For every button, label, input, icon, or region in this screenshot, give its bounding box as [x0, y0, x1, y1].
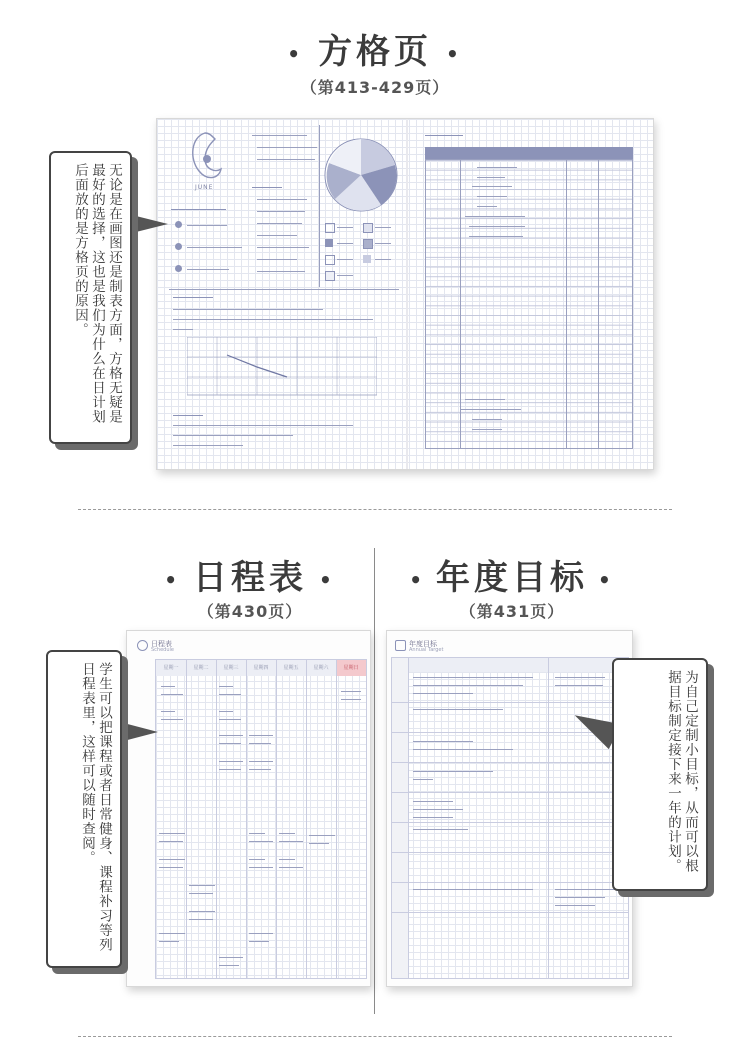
note-line: [161, 694, 183, 695]
note-line: [173, 329, 193, 330]
note-line: [257, 259, 297, 260]
spread-fold: [406, 119, 408, 469]
note-line: [219, 743, 241, 744]
note-line: [159, 867, 183, 868]
bullet-dot: •: [598, 567, 615, 592]
note-line: [173, 445, 243, 446]
list-bullet-icon: [175, 221, 182, 228]
note-line: [219, 735, 243, 736]
divider: [169, 289, 399, 290]
note-line: [413, 889, 533, 890]
note-line: [249, 941, 269, 942]
note-line: [465, 216, 525, 217]
section-3-heading: [392, 550, 632, 599]
bullet-dot: •: [287, 41, 304, 66]
note-line: [375, 227, 391, 228]
note-line: [161, 719, 183, 720]
line-chart-doodle: [187, 337, 377, 397]
note-line: [161, 686, 175, 687]
note-line: [219, 769, 241, 770]
day-wednesday: 星期三: [223, 665, 239, 671]
note-line: [219, 694, 241, 695]
schedule-grid: [155, 659, 367, 979]
annual-grid: [391, 657, 629, 979]
note-line: [309, 843, 329, 844]
note-line: [477, 177, 505, 178]
grid-page-spread: [156, 118, 654, 470]
note-line: [257, 147, 317, 148]
note-line: [189, 911, 215, 912]
bullet-dot: •: [446, 41, 463, 66]
note-line: [189, 893, 213, 894]
target-icon: [395, 640, 406, 651]
note-line: [413, 741, 473, 742]
note-line: [555, 897, 605, 898]
callout-grid-page: 无论是在画图还是制表方面，方格无疑是最好的选择，这也是我们为什么在日计划后面放的是方格页的原因。: [49, 151, 132, 444]
note-line: [337, 259, 353, 260]
legend-swatch: [325, 239, 333, 247]
note-line: [309, 835, 335, 836]
note-line: [477, 196, 507, 197]
section-1-heading: [0, 24, 750, 73]
note-line: [413, 709, 503, 710]
note-line: [173, 319, 373, 320]
note-line: [461, 409, 521, 410]
section-divider: [78, 1036, 672, 1037]
bullet-dot: •: [164, 567, 181, 592]
note-line: [159, 841, 183, 842]
note-line: [341, 691, 361, 692]
note-line: [341, 699, 361, 700]
note-line: [279, 841, 303, 842]
note-line: [413, 801, 453, 802]
note-line: [413, 749, 513, 750]
legend-swatch: [363, 239, 373, 249]
note-line: [252, 187, 282, 188]
note-line: [413, 685, 523, 686]
note-line: [159, 933, 185, 934]
note-line: [413, 817, 453, 818]
note-line: [413, 809, 463, 810]
note-line: [189, 885, 215, 886]
note-line: [219, 965, 239, 966]
note-line: [189, 919, 213, 920]
note-line: [249, 769, 271, 770]
note-line: [187, 225, 227, 226]
note-line: [219, 957, 243, 958]
note-line: [249, 859, 265, 860]
schedule-sheet-subtitle: Schedule: [151, 647, 174, 653]
note-line: [257, 247, 309, 248]
note-line: [555, 889, 615, 890]
note-line: [219, 719, 241, 720]
note-line: [477, 167, 517, 168]
note-line: [279, 867, 303, 868]
note-line: [413, 693, 473, 694]
callout-pointer: [128, 214, 168, 234]
note-line: [249, 841, 273, 842]
note-line: [279, 833, 295, 834]
section-2-pages: （第430页）: [197, 602, 303, 621]
note-line: [555, 685, 603, 686]
note-line: [413, 677, 533, 678]
note-line: [173, 309, 323, 310]
note-line: [249, 833, 265, 834]
legend-swatch: [363, 223, 373, 233]
section-1-title: 方格页: [318, 32, 432, 72]
vertical-divider: [374, 548, 375, 1014]
note-line: [257, 223, 302, 224]
note-line: [257, 211, 305, 212]
note-line: [469, 226, 525, 227]
note-line: [555, 677, 605, 678]
note-line: [173, 415, 203, 416]
section-3-title: 年度目标: [436, 558, 588, 598]
clock-icon: [137, 640, 148, 651]
note-line: [187, 247, 242, 248]
note-line: [413, 829, 468, 830]
note-line: [173, 297, 213, 298]
note-line: [219, 686, 233, 687]
note-line: [257, 159, 315, 160]
note-line: [249, 761, 273, 762]
annual-sheet-subtitle: Annual Target: [409, 647, 444, 653]
note-line: [159, 941, 179, 942]
note-line: [161, 711, 175, 712]
note-line: [159, 859, 185, 860]
note-line: [375, 243, 391, 244]
section-2-title: 日程表: [193, 558, 307, 598]
annual-sheet-title: 年度目标: [409, 640, 437, 648]
note-line: [337, 227, 353, 228]
month-label: JUNE: [195, 184, 214, 191]
section-1-pages: （第413-429页）: [300, 78, 450, 97]
day-tuesday: 星期二: [193, 665, 209, 671]
annual-target-sheet: [386, 630, 633, 987]
note-line: [252, 135, 307, 136]
note-line: [425, 135, 463, 136]
note-line: [472, 419, 502, 420]
day-thursday: 星期四: [253, 665, 269, 671]
note-line: [469, 236, 523, 237]
pie-chart-doodle: [321, 135, 401, 215]
legend-swatch: [325, 271, 335, 281]
legend-swatch: [325, 223, 335, 233]
table-header: [425, 147, 633, 159]
note-line: [173, 425, 353, 426]
list-bullet-icon: [175, 265, 182, 272]
note-line: [257, 235, 297, 236]
bullet-dot: •: [319, 567, 336, 592]
note-line: [337, 275, 353, 276]
note-line: [375, 259, 391, 260]
legend-swatch: [363, 255, 371, 263]
note-line: [472, 186, 512, 187]
note-line: [249, 933, 273, 934]
note-line: [249, 735, 273, 736]
list-bullet-icon: [175, 243, 182, 250]
note-line: [279, 859, 295, 860]
callout-annual-target: 为自己定制小目标，从而可以根据目标制定接下来一年的计划。: [612, 658, 708, 891]
divider: [319, 125, 320, 287]
day-monday: 星期一: [163, 665, 179, 671]
schedule-sheet-title: 日程表: [151, 640, 172, 648]
callout-schedule: 学生可以把课程或者日常健身、课程补习等列日程表里，这样可以随时查阅。: [46, 650, 122, 968]
section-2-heading: [150, 550, 350, 599]
note-line: [187, 269, 229, 270]
note-line: [257, 199, 307, 200]
note-line: [173, 435, 293, 436]
section-3-pages: （第431页）: [459, 602, 565, 621]
day-friday: 星期五: [283, 665, 299, 671]
legend-swatch: [325, 255, 335, 265]
note-line: [472, 429, 502, 430]
note-line: [249, 743, 271, 744]
note-line: [413, 771, 493, 772]
note-line: [413, 779, 433, 780]
bullet-dot: •: [409, 567, 426, 592]
day-saturday: 星期六: [313, 665, 329, 671]
note-line: [159, 833, 185, 834]
moon-doodle-icon: [185, 129, 225, 191]
note-line: [465, 399, 505, 400]
note-line: [337, 243, 353, 244]
note-line: [219, 711, 233, 712]
note-line: [555, 905, 595, 906]
note-line: [171, 209, 226, 210]
note-line: [477, 206, 497, 207]
data-table: [425, 159, 633, 449]
note-line: [257, 271, 305, 272]
section-divider: [78, 509, 672, 510]
schedule-sheet: [126, 630, 371, 987]
day-sunday: 星期日: [343, 665, 359, 671]
note-line: [219, 761, 243, 762]
note-line: [249, 867, 273, 868]
